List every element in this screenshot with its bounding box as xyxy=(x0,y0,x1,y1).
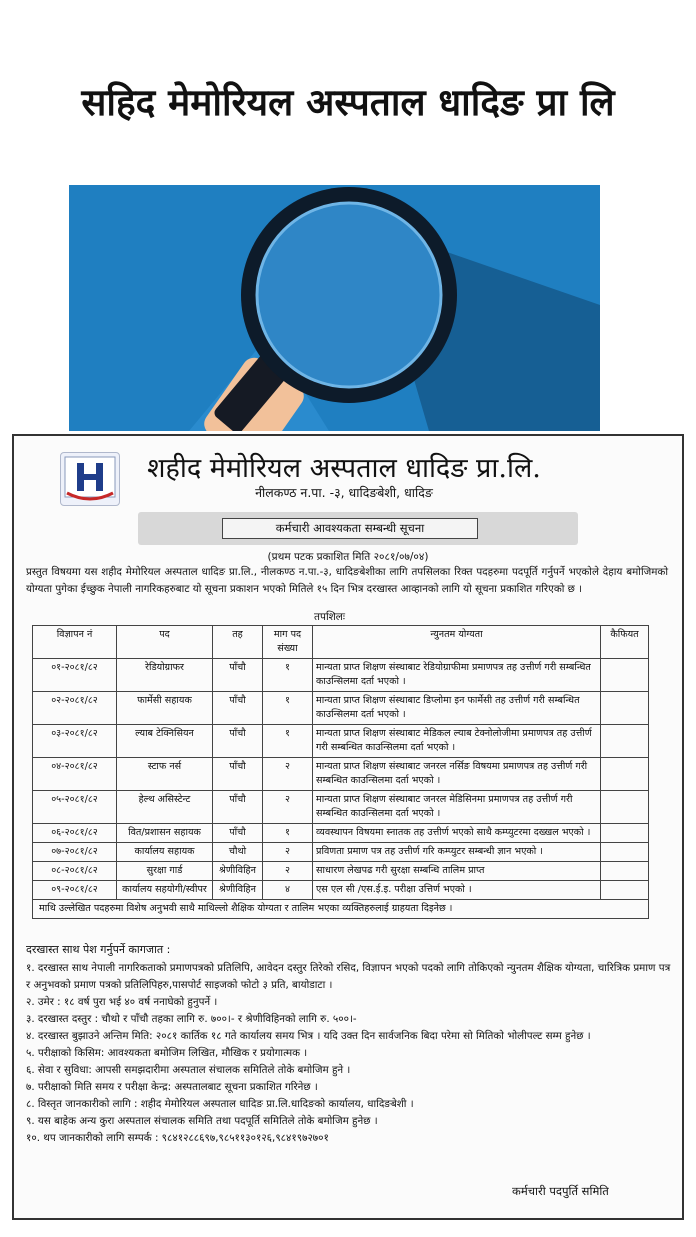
org-name: शहीद मेमोरियल अस्पताल धादिङ प्रा.लि. xyxy=(147,453,541,484)
list-item: ३. दरखास्त दस्तुर : चौथो र पाँचौ तहका लागि रु. ७००।- र श्रेणीविहिनको लागि रु. ५००।- xyxy=(26,1013,357,1025)
cell-remarks xyxy=(601,659,649,692)
cell-level: श्रेणीविहिन xyxy=(213,881,263,900)
table-row xyxy=(33,791,649,824)
details-label: तपशिलः xyxy=(314,611,346,623)
cell-level: पाँचौ xyxy=(213,824,263,843)
cell-qualification: साधारण लेखपढ गरी सुरक्षा सम्बन्धि तालिम प्राप्त xyxy=(313,862,601,881)
table-note: माथि उल्लेखित पदहरुमा विशेष अनुभवी साथै माथिल्लो शैक्षिक योग्यता र तालिम भएका व्यक्तिहरुलाई ग्राहयता दिइनेछ । xyxy=(33,900,649,919)
headline: सहिद मेमोरियल अस्पताल धादिङ प्रा लि xyxy=(81,81,615,124)
cell-level: पाँचौ xyxy=(213,659,263,692)
list-item: १. दरखास्त साथ नेपाली नागरिकताको प्रमाणपत्रको प्रतिलिपि, आवेदन दस्तुर तिरेको रसिद, विज्ञापन भएको पदको लागि तोकिएको न्युनतम शैक्षिक योग्यता, चारित्रिक प्रमाण पत्र र अनुभवको प्रमाण पत्रको प्रतिलिपिहरु,पासपोर्ट साइजको फोटो ३ प्रति, बायोडाटा । xyxy=(26,962,671,991)
table-row xyxy=(33,843,649,862)
table-row xyxy=(33,725,649,758)
cell-count: ४ xyxy=(263,881,313,900)
signature-committee: कर्मचारी पदपुर्ति समिति xyxy=(512,1184,609,1198)
cell-ad-no: ०२-२०८१/८२ xyxy=(33,692,117,725)
list-item: ९. यस बाहेक अन्य कुरा अस्पताल संचालक समिति तथा पदपूर्ति समितिले तोके बमोजिम हुनेछ । xyxy=(26,1115,378,1127)
publication-date: (प्रथम पटक प्रकाशित मिति २०८१/०७/०४) xyxy=(267,551,429,563)
header-post: पद xyxy=(117,626,213,659)
table-row xyxy=(33,881,649,900)
header-qualification: न्युनतम योग्यता xyxy=(313,626,601,659)
table-header-row xyxy=(33,626,649,659)
cell-qualification: व्यवस्थापन विषयमा स्नातक तह उत्तीर्ण भएको साथै कम्प्युटरमा दख्खल भएको । xyxy=(313,824,601,843)
cell-qualification: मान्यता प्राप्त शिक्षण संस्थाबाट डिप्लोमा इन फार्मेसी तह उत्तीर्ण गरी सम्बन्धित काउन्सिलमा दर्ता भएको । xyxy=(313,692,601,725)
cell-level: चौथो xyxy=(213,843,263,862)
cell-remarks xyxy=(601,824,649,843)
cell-ad-no: ०१-२०८१/८२ xyxy=(33,659,117,692)
cell-level: श्रेणीविहिन xyxy=(213,862,263,881)
table-row xyxy=(33,659,649,692)
list-item: ८. विस्तृत जानकारीको लागि : शहीद मेमोरियल अस्पताल धादिङ प्रा.लि.धादिङको कार्यालय, धादिङबेशी । xyxy=(26,1098,414,1110)
cell-level: पाँचौ xyxy=(213,758,263,791)
list-item: ७. परीक्षाको मिति समय र परीक्षा केन्द्र: अस्पतालबाट सूचना प्रकाशित गरिनेछ । xyxy=(26,1081,318,1093)
list-item: ५. परीक्षाको किसिम: आवश्यकता बमोजिम लिखित, मौखिक र प्रयोगात्मक । xyxy=(26,1047,308,1059)
cell-remarks xyxy=(601,881,649,900)
list-item: २. उमेर : १८ वर्ष पुरा भई ४० वर्ष ननाघेको हुनुपर्ने । xyxy=(26,996,218,1008)
table-row xyxy=(33,824,649,843)
cell-post: फार्मेसी सहायक xyxy=(117,692,213,725)
cell-qualification: मान्यता प्राप्त शिक्षण संस्थाबाट जनरल मेडिसिनमा प्रमाणपत्र तह उत्तीर्ण गरी सम्बन्धित काउन्सिलमा दर्ता भएको । xyxy=(313,791,601,824)
cell-qualification: एस एल सी /एस.ई.इ. परीक्षा उत्तिर्ण भएको । xyxy=(313,881,601,900)
cell-ad-no: ०६-२०८१/८२ xyxy=(33,824,117,843)
header-ad-no: विज्ञापन नं xyxy=(33,626,117,659)
header-remarks: कैफियत xyxy=(601,626,649,659)
cell-remarks xyxy=(601,692,649,725)
table-row xyxy=(33,862,649,881)
cell-remarks xyxy=(601,862,649,881)
cell-count: २ xyxy=(263,758,313,791)
cell-count: १ xyxy=(263,824,313,843)
header-count: माग पद संख्या xyxy=(263,626,313,659)
cell-level: पाँचौ xyxy=(213,791,263,824)
org-address: नीलकण्ठ न.पा. -३, धादिङबेशी, धादिङ xyxy=(255,485,433,500)
table-row xyxy=(33,758,649,791)
cell-count: १ xyxy=(263,659,313,692)
notice-title-bar xyxy=(138,512,578,545)
vacancy-notice xyxy=(12,434,684,1220)
header-level: तह xyxy=(213,626,263,659)
cell-ad-no: ०७-२०८१/८२ xyxy=(33,843,117,862)
cell-post: रेडियोग्राफर xyxy=(117,659,213,692)
cell-count: २ xyxy=(263,843,313,862)
hospital-logo xyxy=(60,452,120,506)
cell-count: १ xyxy=(263,725,313,758)
cell-remarks xyxy=(601,791,649,824)
requirements-title: दरखास्त साथ पेश गर्नुपर्ने कागजात : xyxy=(26,943,171,956)
cell-post: कार्यालय सहयोगी/स्वीपर xyxy=(117,881,213,900)
vacancy-table xyxy=(32,625,649,919)
cell-ad-no: ०४-२०८१/८२ xyxy=(33,758,117,791)
cell-ad-no: ०५-२०८१/८२ xyxy=(33,791,117,824)
cell-post: वित/प्रशासन सहायक xyxy=(117,824,213,843)
list-item: ६. सेवा र सुविधा: आपसी समझदारीमा अस्पताल संचालक समितिले तोके बमोजिम हुने । xyxy=(26,1064,351,1076)
list-item: ४. दरखास्त बुझाउने अन्तिम मिति: २०८१ कार्तिक १८ गते कार्यालय समय भित्र । यदि उक्त दिन सार्वजनिक बिदा परेमा सो मितिको भोलीपल्ट सम्म हुनेछ । xyxy=(26,1030,591,1042)
table-note-row xyxy=(33,900,649,919)
cell-count: २ xyxy=(263,862,313,881)
cell-count: १ xyxy=(263,692,313,725)
cell-qualification: प्रविणता प्रमाण पत्र तह उत्तीर्ण गरि कम्प्युटर सम्बन्धी ज्ञान भएको । xyxy=(313,843,601,862)
cell-ad-no: ०८-२०८१/८२ xyxy=(33,862,117,881)
cell-level: पाँचौ xyxy=(213,692,263,725)
cell-post: स्टाफ नर्स xyxy=(117,758,213,791)
cell-post: सुरक्षा गार्ड xyxy=(117,862,213,881)
table-row xyxy=(33,692,649,725)
cell-remarks xyxy=(601,843,649,862)
cell-ad-no: ०३-२०८१/८२ xyxy=(33,725,117,758)
cell-count: २ xyxy=(263,791,313,824)
cell-qualification: मान्यता प्राप्त शिक्षण संस्थाबाट जनरल नर्सिङ विषयमा प्रमाणपत्र तह उत्तीर्ण गरी सम्बन्धित काउन्सिलमा दर्ता भएको । xyxy=(313,758,601,791)
intro-paragraph: प्रस्तुत विषयमा यस शहीद मेमोरियल अस्पताल धादिङ प्रा.लि., नीलकण्ठ न.पा.-३, धादिङबेशीका लागि तपसिलका रिक्त पदहरुमा पदपूर्ति गर्नुपर्ने भएकोले देहाय बमोजिमको योग्यता पुगेका ईच्छुक नेपाली नागरिकहरुबाट यो सूचना प्रकाशन भएको मितिले १५ दिन भित्र दरखास्त आव्हानको लागि यो सूचना प्रकाशित गरिएको छ । xyxy=(26,566,668,595)
notice-title: कर्मचारी आवश्यकता सम्बन्धी सूचना xyxy=(222,518,478,539)
cell-remarks xyxy=(601,758,649,791)
cell-post: ल्याब टेक्निसियन xyxy=(117,725,213,758)
requirements-list xyxy=(26,960,674,1147)
job-banner xyxy=(69,185,600,431)
cell-qualification: मान्यता प्राप्त शिक्षण संस्थाबाट मेडिकल ल्याब टेक्नोलोजीमा प्रमाणपत्र तह उत्तीर्ण गरी सम्बन्धित काउन्सिलमा दर्ता भएको । xyxy=(313,725,601,758)
cell-post: हेल्थ असिस्टेन्ट xyxy=(117,791,213,824)
cell-ad-no: ०९-२०८१/८२ xyxy=(33,881,117,900)
cell-level: पाँचौ xyxy=(213,725,263,758)
cell-remarks xyxy=(601,725,649,758)
magnifier-illustration xyxy=(69,185,600,431)
cell-post: कार्यालय सहायक xyxy=(117,843,213,862)
cell-qualification: मान्यता प्राप्त शिक्षण संस्थाबाट रेडियोग्राफीमा प्रमाणपत्र तह उत्तीर्ण गरी सम्बन्धित काउन्सिलमा दर्ता भएको । xyxy=(313,659,601,692)
list-item: १०. थप जानकारीको लागि सम्पर्क : ९८४१२८८६९७,९८५११३०१२६,९८४१९७२७०१ xyxy=(26,1132,329,1144)
